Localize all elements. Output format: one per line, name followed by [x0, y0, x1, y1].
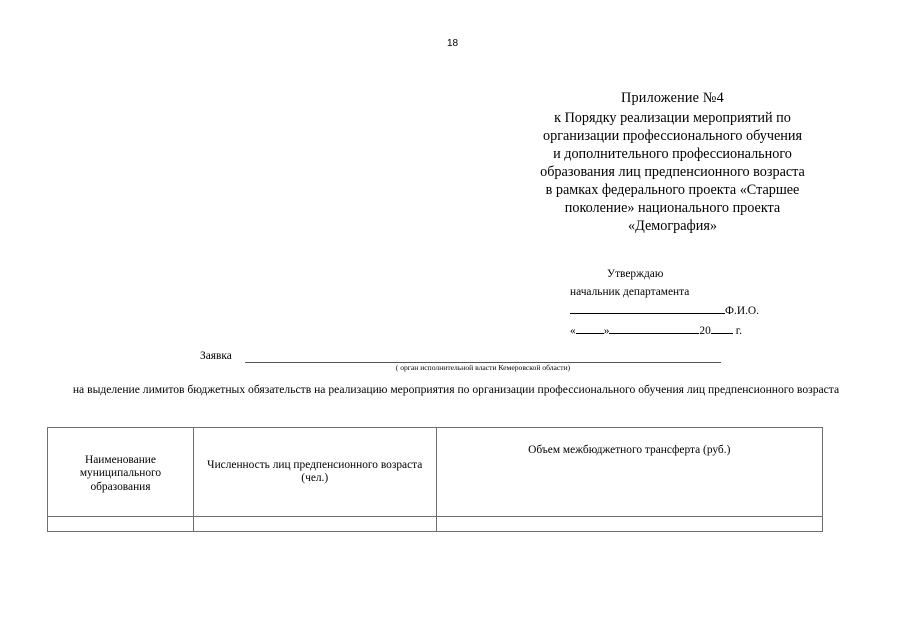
table-header-row	[48, 428, 823, 517]
page-number: 18	[446, 38, 459, 49]
approve-word: Утверждаю	[607, 268, 664, 280]
date-open-quote: «	[570, 324, 576, 337]
appendix-line: к Порядку реализации мероприятий по	[554, 110, 791, 126]
signature-line	[570, 301, 759, 321]
appendix-title: Приложение №4	[621, 90, 724, 106]
appendix-header	[520, 89, 825, 235]
year-suffix: г.	[735, 324, 743, 337]
month-blank	[609, 321, 699, 334]
header-headcount: Численность лиц предпенсионного возраста (чел.)	[193, 428, 436, 517]
signature-blank	[570, 301, 725, 314]
table	[47, 427, 823, 532]
appendix-line: организации профессионального обучения	[543, 128, 802, 144]
appendix-line: в рамках федерального проекта «Старшее	[545, 182, 800, 198]
table-row	[48, 517, 823, 532]
table-cell	[436, 517, 822, 532]
table-cell	[48, 517, 194, 532]
date-close-quote: »	[603, 324, 610, 337]
year-prefix: 20	[699, 324, 711, 337]
table-cell	[193, 517, 436, 532]
request-label: Заявка	[200, 350, 232, 362]
approver-position: начальник департамента	[570, 285, 690, 298]
request-purpose: на выделение лимитов бюджетных обязательств на реализацию мероприятия по организации профессионального обучения лиц предпенсионного возраста	[72, 383, 840, 396]
appendix-line: поколение» национального проекта	[564, 200, 781, 216]
year-blank	[711, 321, 733, 334]
date-line	[570, 321, 759, 341]
authority-caption: ( орган исполнительной власти Кемеровской области)	[395, 363, 571, 372]
fio-label: Ф.И.О.	[725, 305, 759, 317]
request-table	[47, 427, 823, 532]
appendix-line: образования лиц предпенсионного возраста	[540, 164, 805, 180]
header-municipality: Наименование муниципального образования	[48, 428, 194, 517]
approval-block	[570, 266, 759, 340]
appendix-line: и дополнительного профессионального	[553, 146, 792, 162]
day-blank	[576, 321, 604, 334]
appendix-line: «Демография»	[628, 218, 717, 234]
header-transfer-amount: Объем межбюджетного трансферта (руб.)	[436, 428, 822, 517]
